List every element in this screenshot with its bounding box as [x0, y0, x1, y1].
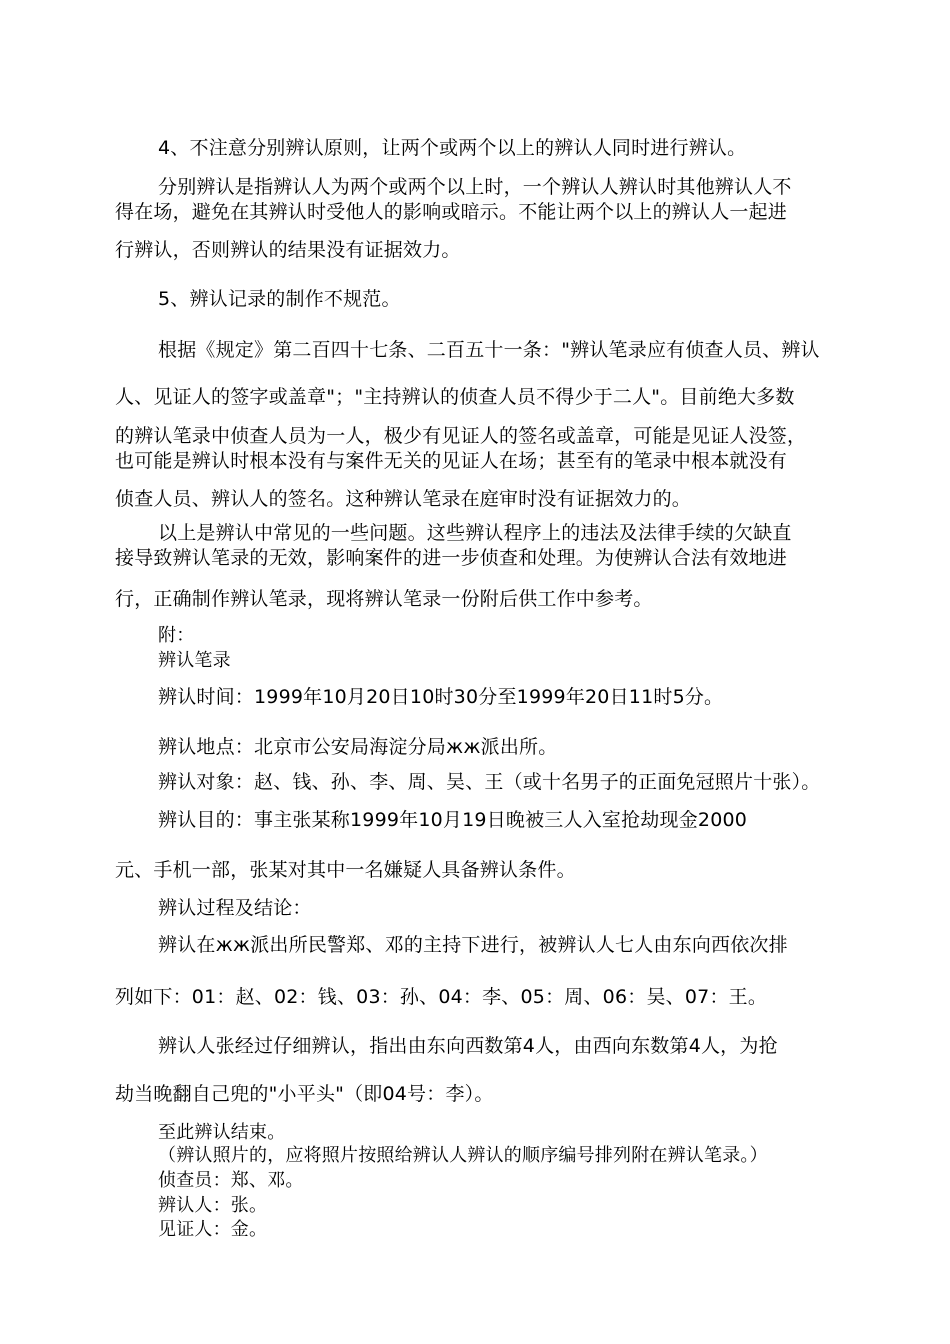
paragraph-line: 侦查人员、辨认人的签名。这种辨认笔录在庭审时没有证据效力的。 — [115, 488, 692, 510]
record-location: 辨认地点：北京市公安局海淀分局жж派出所。 — [158, 736, 558, 758]
record-note: （辨认照片的，应将照片按照给辨认人辨认的顺序编号排列附在辨认笔录。） — [158, 1145, 768, 1166]
record-result-cont: 劫当晚翻自己兜的"小平头"（即04号：李）。 — [115, 1083, 494, 1105]
paragraph-line: 接导致辨认笔录的无效，影响案件的进一步侦查和处理。为使辨认合法有效地进 — [115, 547, 788, 569]
paragraph-line: 根据《规定》第二百四十七条、二百五十一条："辨认笔录应有侦查人员、辨认 — [158, 339, 820, 361]
identifier-signature: 辨认人：张。 — [158, 1195, 268, 1216]
record-objects: 辨认对象：赵、钱、孙、李、周、吴、王（或十名男子的正面免冠照片十张）。 — [158, 771, 821, 793]
record-process-label: 辨认过程及结论： — [158, 897, 312, 919]
paragraph-line: 5、辨认记录的制作不规范。 — [158, 288, 401, 310]
paragraph-line: 行，正确制作辨认笔录，现将辨认笔录一份附后供工作中参考。 — [115, 588, 653, 610]
paragraph-line: 以上是辨认中常见的一些问题。这些辨认程序上的违法及法律手续的欠缺直 — [158, 522, 792, 544]
record-process-cont: 列如下：01：赵、02：钱、03：孙、04：李、05：周、06：吴、07：王。 — [115, 986, 768, 1008]
paragraph-line: 的辨认笔录中侦查人员为一人，极少有见证人的签名或盖章，可能是见证人没签， — [115, 425, 807, 447]
record-end: 至此辨认结束。 — [158, 1122, 286, 1143]
paragraph-line: 行辨认，否则辨认的结果没有证据效力。 — [115, 239, 461, 261]
record-purpose-cont: 元、手机一部，张某对其中一名嫌疑人具备辨认条件。 — [115, 859, 576, 881]
record-result: 辨认人张经过仔细辨认，指出由东向西数第4人，由西向东数第4人，为抢 — [158, 1035, 778, 1057]
witness-signature: 见证人：金。 — [158, 1219, 268, 1240]
record-title: 辨认笔录 — [158, 650, 231, 671]
record-process: 辨认在жж派出所民警郑、邓的主持下进行，被辨认人七人由东向西依次排 — [158, 934, 788, 956]
appendix-label: 附： — [158, 625, 195, 646]
record-purpose: 辨认目的：事主张某称1999年10月19日晚被三人入室抢劫现金2000 — [158, 809, 748, 831]
investigator-signature: 侦查员：郑、邓。 — [158, 1170, 304, 1191]
paragraph-line: 分别辨认是指辨认人为两个或两个以上时，一个辨认人辨认时其他辨认人不 — [158, 176, 792, 198]
paragraph-line: 也可能是辨认时根本没有与案件无关的见证人在场；甚至有的笔录中根本就没有 — [115, 450, 788, 472]
record-time: 辨认时间：1999年10月20日10时30分至1999年20日11时5分。 — [158, 686, 724, 708]
paragraph-line: 人、见证人的签字或盖章"；"主持辨认的侦查人员不得少于二人"。目前绝大多数 — [115, 386, 795, 408]
paragraph-line: 4、不注意分别辨认原则，让两个或两个以上的辨认人同时进行辨认。 — [158, 137, 747, 159]
paragraph-line: 得在场，避免在其辨认时受他人的影响或暗示。不能让两个以上的辨认人一起进 — [115, 201, 788, 223]
